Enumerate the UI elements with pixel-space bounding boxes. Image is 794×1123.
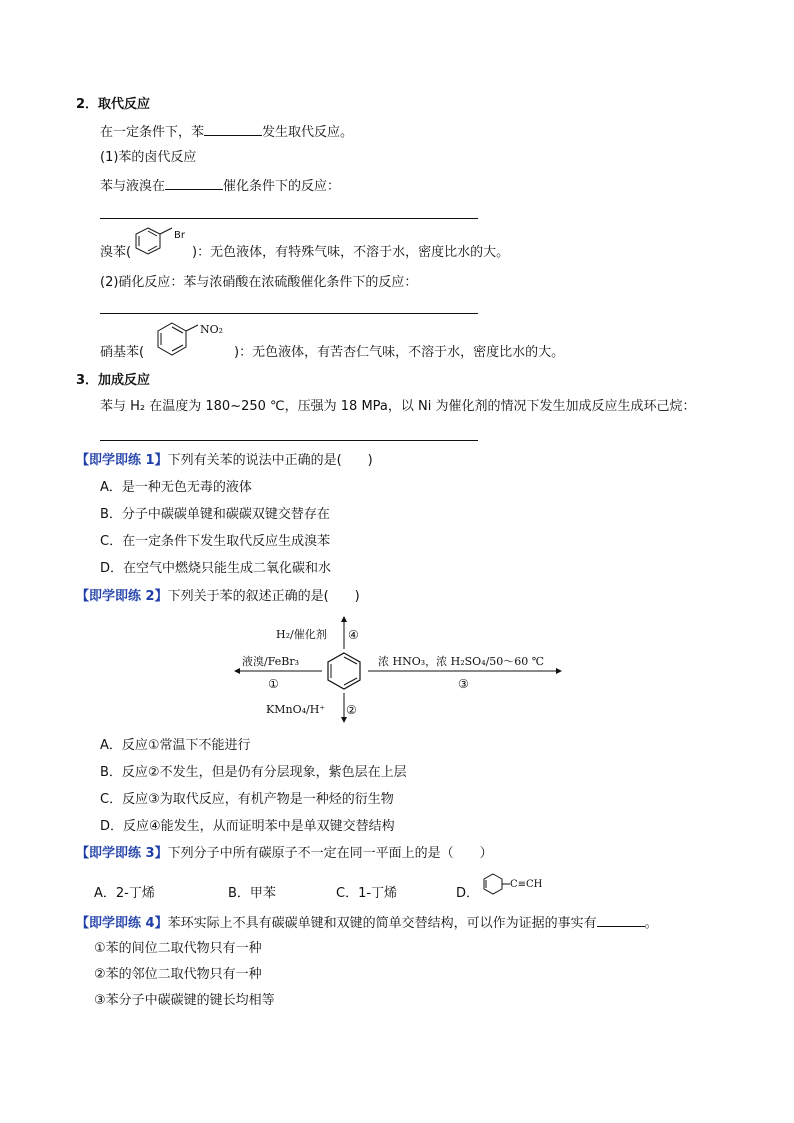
exercise-4-stem-b: 。 [644,916,658,931]
bromobenzene-a: 溴苯( [100,245,132,260]
exercise-4-stem-a: 苯环实际上不具有碳碳单键和双键的简单交替结构，可以作为证据的事实有 [167,916,597,931]
exercise-4-tag: 【即学即练 4】 [76,916,168,931]
exercise-3-tag: 【即学即练 3】 [76,846,168,861]
sec2-intro [100,123,353,141]
diagram-left-label: 液溴/FeBr₃ [242,655,299,668]
ex4-item-2: ②苯的邻位二取代物只有一种 [94,967,262,982]
exercise-1-tag: 【即学即练 1】 [76,453,168,468]
exercise-2-tag: 【即学即练 2】 [76,589,168,604]
phenylacetylene-structure-icon [482,872,512,896]
exercise-3 [76,846,493,862]
answer-line-1[interactable] [100,218,478,219]
diagram-right-label: 浓 HNO₃，浓 H₂SO₄/50～60 ℃ [378,655,545,668]
ex4-item-3: ③苯分子中碳碳键的键长均相等 [94,993,275,1008]
ex1-option-a[interactable]: A．是一种无色无毒的液体 [100,480,252,495]
blank-1[interactable] [204,123,262,136]
sec2-intro-text-b: 发生取代反应。 [262,125,354,140]
sec3-text: 苯与 H₂ 在温度为 180~250 ℃，压强为 18 MPa，以 Ni 为催化剂的情况下发生加成反应生成环己烷： [100,399,696,414]
ex3-option-d[interactable]: D． [456,886,480,901]
halogenation-title: (1)苯的卤代反应 [100,150,197,165]
section-2-heading: 2．取代反应 [76,97,151,112]
exercise-1-stem: 下列有关苯的说法中正确的是( ) [167,453,373,468]
diagram-bottom-num: ② [346,703,357,717]
ex3-option-b[interactable]: B．甲苯 [228,886,276,901]
nitrobenzene-sub: NO₂ [200,323,224,336]
halogenation-text-b: 催化条件下的反应： [223,179,341,194]
blank-2[interactable] [165,177,223,190]
halogenation-line [100,177,340,195]
exercise-2-stem: 下列关于苯的叙述正确的是( ) [167,589,360,604]
exercise-1 [76,453,373,469]
sec2-intro-text-a: 在一定条件下，苯 [100,125,205,140]
bromobenzene-sub: Br [174,230,185,241]
ex2-option-d[interactable]: D．反应④能发生，从而证明苯中是单双键交替结构 [100,819,395,834]
blank-ex4[interactable] [597,914,645,927]
ex1-option-c[interactable]: C．在一定条件下发生取代反应生成溴苯 [100,534,331,549]
nitrobenzene-b: )：无色液体，有苦杏仁气味，不溶于水，密度比水的大。 [234,345,565,360]
ex1-option-b[interactable]: B．分子中碳碳单键和碳碳双键交替存在 [100,507,330,522]
diagram-top-label: H₂/催化剂 [276,628,327,641]
ex3-option-c[interactable]: C．1-丁烯 [336,886,398,901]
exercise-3-stem: 下列分子中所有碳原子不一定在同一平面上的是（ ） [167,846,493,861]
answer-line-3[interactable] [100,440,478,441]
diagram-left-num: ① [268,677,279,691]
ex2-option-a[interactable]: A．反应①常温下不能进行 [100,738,251,753]
diagram-bottom-label: KMnO₄/H⁺ [266,703,326,716]
exercise-4 [76,914,658,932]
ex2-option-c[interactable]: C．反应③为取代反应，有机产物是一种烃的衍生物 [100,792,394,807]
diagram-right-num: ③ [458,677,469,691]
nitrobenzene-a: 硝基苯( [100,345,145,360]
ex3-option-a[interactable]: A．2-丁烯 [94,886,155,901]
section-3-heading: 3．加成反应 [76,373,151,388]
nitration-title: (2)硝化反应：苯与浓硝酸在浓硫酸催化条件下的反应： [100,275,418,290]
bromobenzene-b: )：无色液体，有特殊气味，不溶于水，密度比水的大。 [192,245,510,260]
ex2-option-b[interactable]: B．反应②不发生，但是仍有分层现象，紫色层在上层 [100,765,407,780]
ex4-item-1: ①苯的间位二取代物只有一种 [94,941,262,956]
answer-line-2[interactable] [100,313,478,314]
halogenation-text-a: 苯与液溴在 [100,179,166,194]
ex1-option-d[interactable]: D．在空气中燃烧只能生成二氧化碳和水 [100,561,332,576]
diagram-top-num: ④ [348,628,359,642]
phenylacetylene-group: C≡CH [510,879,543,890]
exercise-2 [76,589,360,605]
